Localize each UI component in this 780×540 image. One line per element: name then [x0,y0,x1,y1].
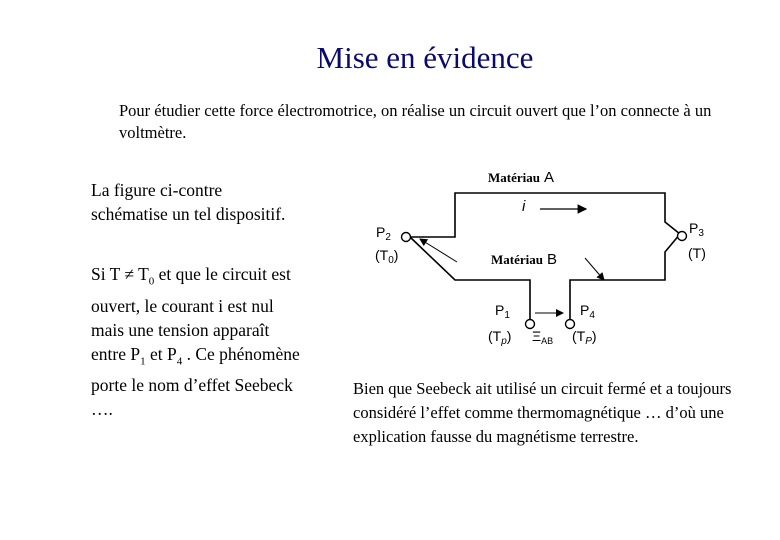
t-label: (T) [688,245,706,261]
figure-description: La figure ci-contre schématise un tel dispositif. [91,180,286,224]
current-label: i [522,198,526,215]
subscript: 1 [140,355,146,367]
p3-label: $P_3$ [689,220,704,239]
material-b-wire [410,237,530,322]
text-part: . Ce phénomène porte le nom d’effet Seebeck …. [91,343,300,419]
junction-p2 [402,233,411,242]
material-a-wire [410,193,680,237]
material-a-label: Matériau A [488,169,554,186]
intro-paragraph: Pour étudier cette force électromotrice, on réalise un circuit ouvert que l’on connecte à un voltmètre. [119,101,712,142]
material-b-label: Matériau B [491,251,557,268]
subscript: 0 [148,275,155,288]
historical-note: Bien que Seebeck ait utilisé un circuit fermé et a toujours considéré l’effet comme thermomagnétique … d’où une explication fausse du magnétisme terrestre. [353,379,732,446]
not-equal-symbol: ≠ [124,264,135,284]
text-part: T [134,264,149,284]
p4-label: $P_4$ [580,302,595,321]
emf-label: $\Xi_{AB}$ [532,328,554,346]
t0-label: $(T_0)$ [375,247,399,266]
arrow-to-p3 [585,258,604,280]
tp-right-label: $(T_P)$ [572,328,597,347]
p1-label: $P_1$ [495,302,510,321]
tp-left-label: $(T_p)$ [488,328,512,347]
page-title: Mise en évidence [316,40,534,75]
text-part: et P [145,343,177,364]
arrow-to-p2 [420,239,457,262]
junction-p3 [678,232,687,241]
subscript: 4 [176,355,183,367]
text-part: Si T [91,264,125,284]
text-part: et que le circuit est ouvert, le courant i est nul mais une tension apparaît entre P [91,264,291,364]
p2-label: $P_2$ [376,224,391,243]
